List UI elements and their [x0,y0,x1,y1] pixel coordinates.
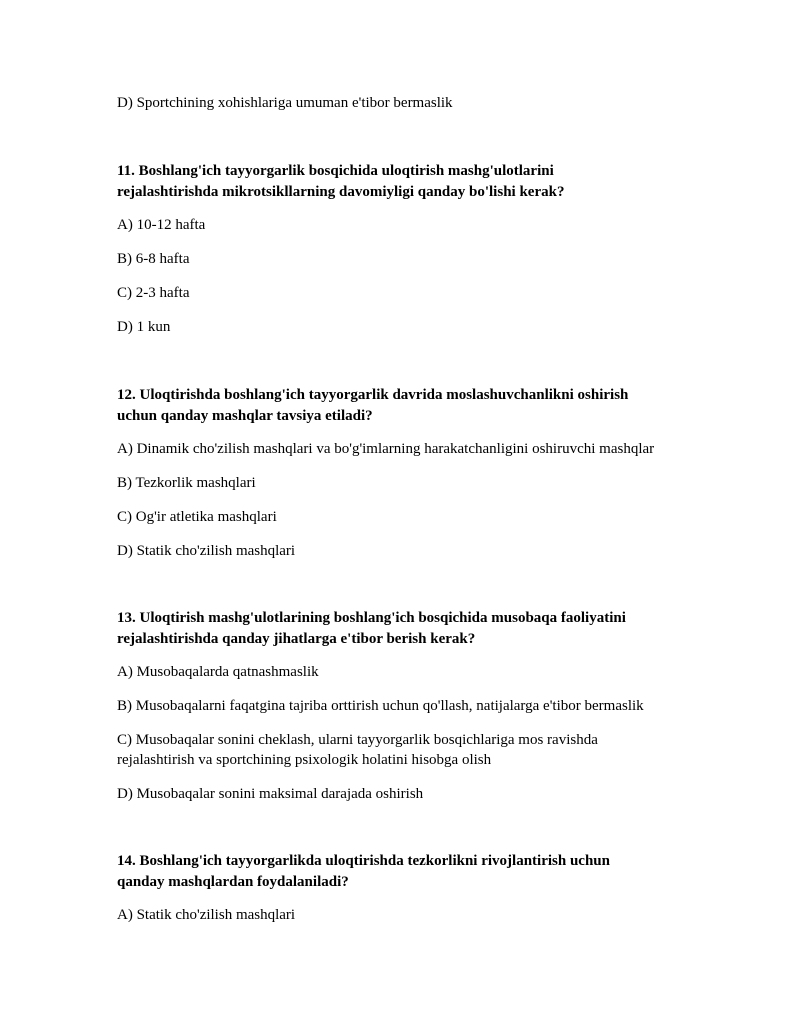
option-b: B) Tezkorlik mashqlari [117,475,256,491]
question-title-line: rejalashtirishda mikrotsikllarning davomiyligi qanday bo'lishi kerak? [117,184,565,200]
question-title-line: 13. Uloqtirish mashg'ulotlarining boshlang'ich bosqichida musobaqa faoliyatini [117,610,626,626]
option-c: C) 2-3 hafta [117,285,190,301]
option-c-line: rejalashtirish va sportchining psixologik holatini hisobga olish [117,752,492,768]
question-11 [117,161,717,351]
question-title [117,608,717,650]
previous-question-option-d: D) Sportchining xohishlariga umuman e'tibor bermaslik [117,95,453,111]
question-title [117,161,717,203]
question-12 [117,385,717,575]
question-13 [117,608,717,818]
question-title [117,851,717,893]
question-title-line: uchun qanday mashqlar tavsiya etiladi? [117,408,373,424]
question-title-line: 12. Uloqtirishda boshlang'ich tayyorgarlik davrida moslashuvchanlikni oshirish [117,387,629,403]
option-a: A) Musobaqalarda qatnashmaslik [117,664,319,680]
question-14 [117,851,717,939]
question-title-line: qanday mashqlardan foydalaniladi? [117,874,349,890]
option-b: B) 6-8 hafta [117,251,190,267]
question-title-line: 11. Boshlang'ich tayyorgarlik bosqichida uloqtirish mashg'ulotlarini [117,163,554,179]
option-b: B) Musobaqalarni faqatgina tajriba orttirish uchun qo'llash, natijalarga e'tibor bermaslik [117,698,644,714]
option-a: A) 10-12 hafta [117,217,206,233]
option-d: D) Musobaqalar sonini maksimal darajada oshirish [117,786,424,802]
option-d: D) Statik cho'zilish mashqlari [117,543,296,559]
question-title-line: 14. Boshlang'ich tayyorgarlikda uloqtirishda tezkorlikni rivojlantirish uchun [117,853,610,869]
question-title [117,385,717,427]
option-c-line: C) Musobaqalar sonini cheklash, ularni tayyorgarlik bosqichlariga mos ravishda [117,732,598,748]
option-a: A) Dinamik cho'zilish mashqlari va bo'g'imlarning harakatchanligini oshiruvchi mashqlar [117,441,655,457]
option-c [117,730,717,770]
option-c: C) Og'ir atletika mashqlari [117,509,277,525]
option-a: A) Statik cho'zilish mashqlari [117,907,296,923]
question-title-line: rejalashtirishda qanday jihatlarga e'tibor berish kerak? [117,631,476,647]
option-d: D) 1 kun [117,319,171,335]
